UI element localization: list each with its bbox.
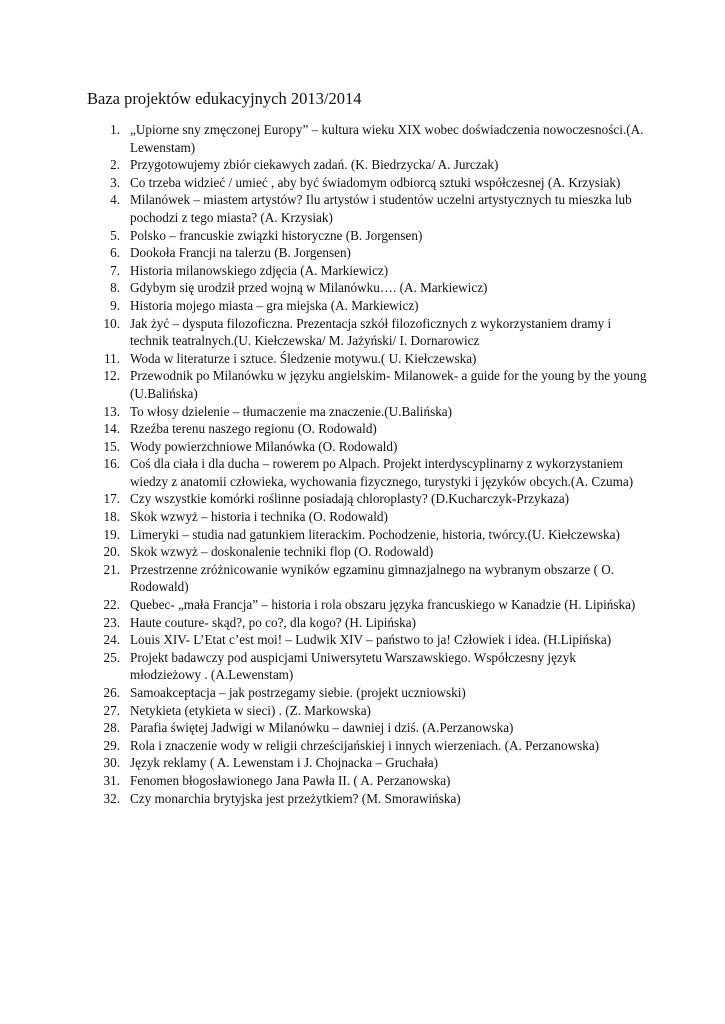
item-number: 2. [110, 157, 120, 173]
list-item [0, 490, 725, 508]
list-item [0, 174, 725, 192]
list-item [0, 191, 725, 226]
item-number: 11. [104, 350, 120, 366]
item-text: Milanówek – miastem artystów? Ilu artystów i studentów uczelni artystycznych tu mieszka lub pochodzi z tego miasta? (A. Krzysiak) [130, 192, 632, 225]
item-number: 17. [103, 491, 120, 507]
list-item [0, 403, 725, 421]
list-item [0, 596, 725, 614]
list-item [0, 227, 725, 245]
list-item [0, 614, 725, 632]
list-item [0, 455, 725, 490]
project-list [0, 121, 725, 807]
list-item [0, 262, 725, 280]
item-text: Fenomen błogosławionego Jana Pawła II. ( A. Perzanowska) [130, 772, 451, 788]
item-text: Netykieta (etykieta w sieci) . (Z. Markowska) [130, 702, 371, 718]
item-text: Gdybym się urodził przed wojną w Milanówku…. (A. Markiewicz) [130, 280, 488, 296]
item-text: „Upiorne sny zmęczonej Europy” – kultura wieku XIX wobec doświadczenia nowoczesności.(A. Lewenstam) [130, 122, 644, 155]
item-text: Rola i znaczenie wody w religii chrześcijańskiej i innych wierzeniach. (A. Perzanowska) [130, 737, 600, 753]
item-number: 25. [103, 649, 120, 665]
list-item [0, 737, 725, 755]
item-number: 1. [110, 122, 120, 137]
list-item [0, 420, 725, 438]
item-number: 9. [110, 297, 120, 313]
list-item [0, 279, 725, 297]
document-title: Baza projektów edukacyjnych 2013/2014 [87, 89, 362, 108]
item-number: 31. [103, 772, 120, 788]
item-number: 16. [103, 456, 120, 472]
item-text: Przygotowujemy zbiór ciekawych zadań. (K. Biedrzycka/ A. Jurczak) [130, 157, 499, 173]
list-item [0, 350, 725, 368]
list-item [0, 772, 725, 790]
item-number: 21. [103, 561, 120, 577]
item-number: 18. [103, 509, 120, 525]
item-number: 6. [110, 245, 120, 261]
item-text: Parafia świętej Jadwigi w Milanówku – dawniej i dziś. (A.Perzanowska) [130, 720, 514, 736]
item-number: 23. [103, 614, 120, 630]
item-text: Samoakceptacja – jak postrzegamy siebie. (projekt uczniowski) [130, 685, 466, 700]
list-item [0, 438, 725, 456]
list-item [0, 790, 725, 808]
item-number: 12. [103, 368, 120, 384]
item-text: Co trzeba widzieć / umieć , aby być świadomym odbiorcą sztuki współczesnej (A. Krzysiak) [130, 174, 621, 190]
item-text: Rzeźba terenu naszego regionu (O. Rodowald) [130, 421, 377, 437]
item-text: Haute couture- skąd?, po co?, dla kogo? (H. Lipińska) [130, 614, 416, 630]
item-number: 32. [103, 790, 120, 806]
item-number: 29. [103, 737, 120, 753]
item-number: 14. [103, 421, 120, 437]
item-text: Czy wszystkie komórki roślinne posiadają chloroplasty? (D.Kucharczyk-Przykaza) [130, 491, 570, 507]
item-number: 13. [103, 403, 120, 419]
list-item [0, 315, 725, 350]
list-item [0, 719, 725, 737]
item-number: 10. [103, 315, 120, 331]
item-number: 15. [103, 438, 120, 454]
item-text: Dookoła Francji na talerzu (B. Jorgensen) [130, 245, 351, 261]
item-number: 20. [103, 544, 120, 560]
list-item [0, 754, 725, 772]
item-text: Polsko – francuskie związki historyczne (B. Jorgensen) [130, 227, 423, 243]
list-item [0, 702, 725, 720]
list-item [0, 156, 725, 174]
item-text: Skok wzwyż – historia i technika (O. Rodowald) [130, 509, 388, 525]
item-text: To włosy dzielenie – tłumaczenie ma znaczenie.(U.Balińska) [130, 403, 453, 419]
list-item [0, 543, 725, 561]
list-item [0, 297, 725, 315]
item-text: Wody powierzchniowe Milanówka (O. Rodowald) [130, 438, 398, 454]
item-number: 19. [103, 526, 120, 542]
item-number: 24. [103, 632, 120, 648]
item-text: Historia mojego miasta – gra miejska (A. Markiewicz) [130, 297, 419, 313]
list-item [0, 526, 725, 544]
item-number: 4. [110, 192, 120, 208]
list-item [0, 121, 725, 156]
item-number: 28. [103, 720, 120, 736]
item-text: Czy monarchia brytyjska jest przeżytkiem? (M. Smorawińska) [130, 790, 461, 806]
item-text: Skok wzwyż – doskonalenie techniki flop (O. Rodowald) [130, 544, 434, 560]
list-item [0, 649, 725, 684]
item-number: 22. [103, 597, 120, 613]
item-text: Język reklamy ( A. Lewenstam i J. Chojnacka – Gruchała) [130, 755, 438, 771]
list-item [0, 631, 725, 649]
list-item [0, 367, 725, 402]
item-text: Jak żyć – dysputa filozoficzna. Prezentacja szkół filozoficznych z wykorzystaniem dramy i technik teatralnych.(U. Kiełczewska/ M. Jażyński/ I. Dornarowicz [130, 315, 612, 349]
item-number: 30. [103, 755, 120, 771]
item-number: 5. [110, 227, 120, 243]
item-text: Przewodnik po Milanówku w języku angielskim- Milanowek- a guide for the young by the young (U.Balińska) [130, 368, 647, 401]
item-text: Historia milanowskiego zdjęcia (A. Markiewicz) [130, 262, 389, 278]
list-item [0, 684, 725, 702]
item-number: 7. [110, 262, 120, 278]
item-text: Przestrzenne zróżnicowanie wyników egzaminu gimnazjalnego na wybranym obszarze ( O. Rodowald) [130, 561, 615, 595]
item-number: 8. [110, 280, 120, 296]
item-text: Louis XIV- L’Etat c’est moi! – Ludwik XIV – państwo to ja! Człowiek i idea. (H.Lipińska) [130, 632, 612, 648]
item-number: 3. [110, 174, 120, 190]
item-number: 26. [103, 685, 120, 700]
list-item [0, 244, 725, 262]
list-item [0, 561, 725, 596]
item-text: Coś dla ciała i dla ducha – rowerem po Alpach. Projekt interdyscyplinarny z wykorzystaniem wiedzy z anatomii człowieka, wychowania fizycznego, turystyki i języków obcych.(A. Czuma) [130, 456, 634, 489]
list-item [0, 508, 725, 526]
item-text: Projekt badawczy pod auspicjami Uniwersytetu Warszawskiego. Współczesny język młodzieżowy . (A.Lewenstam) [130, 649, 576, 683]
item-number: 27. [103, 702, 120, 718]
item-text: Limeryki – studia nad gatunkiem literackim. Pochodzenie, historia, twórcy.(U. Kiełczewska) [130, 526, 620, 542]
item-text: Quebec- „mała Francja” – historia i rola obszaru języka francuskiego w Kanadzie (H. Lipińska) [130, 597, 636, 613]
item-text: Woda w literaturze i sztuce. Śledzenie motywu.( U. Kiełczewska) [130, 350, 477, 366]
